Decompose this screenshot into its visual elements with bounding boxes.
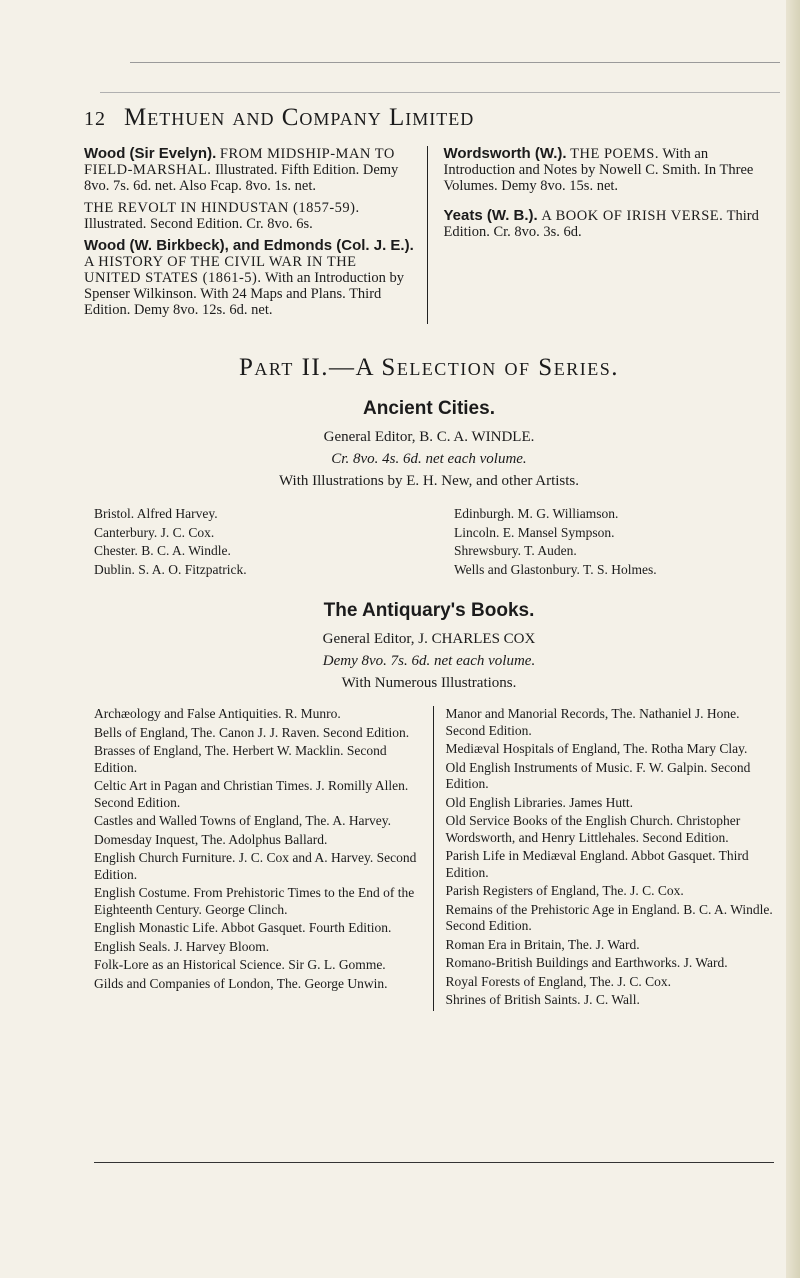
list-item: Celtic Art in Pagan and Christian Times. J. Romilly Allen. Second Edition. [94, 778, 409, 810]
series-title: Ancient Cities. [363, 398, 495, 419]
running-title: Methuen and Company Limited [124, 104, 475, 131]
list-item: Mediæval Hospitals of England, The. Rotha Mary Clay. [445, 741, 748, 756]
list-item: Edinburgh. M. G. Williamson. [454, 506, 619, 521]
entry-title: FROM MIDSHIP-MAN TO FIELD-MARSHAL. [84, 146, 395, 178]
entry-title: A BOOK OF IRISH VERSE. [541, 208, 724, 224]
page-number: 12 [84, 108, 106, 130]
list-item: Bells of England, The. Canon J. J. Raven. Second Edition. [94, 724, 410, 740]
list-item: Roman Era in Britain, The. J. Ward. [445, 936, 640, 952]
list-item: Gilds and Companies of London, The. George Unwin. [94, 975, 388, 991]
list-item: Archæology and False Antiquities. R. Munro. [94, 706, 341, 721]
page-edge-shadow [786, 0, 800, 1278]
entry-detail: With an Introduction and Notes by Nowell C. Smith. In Three Volumes. Demy 8vo. 15s. net. [443, 146, 754, 194]
list-item: Brasses of England, The. Herbert W. Macklin. Second Edition. [94, 743, 387, 775]
list-item: English Seals. J. Harvey Bloom. [94, 938, 270, 954]
series-illustrations: With Illustrations by E. H. New, and other Artists. [278, 473, 580, 489]
list-item: Old Service Books of the English Church. Christopher Wordsworth, and Henry Littlehales. Second Edition. [445, 813, 741, 845]
bottom-rule [94, 1162, 774, 1163]
entry-detail: With an Introduction by Spenser Wilkinson. With 24 Maps and Plans. Third Edition. Demy 8vo. 12s. 6d. net. [84, 270, 405, 318]
running-header [84, 104, 774, 132]
entry-detail: Third Edition. Cr. 8vo. 3s. 6d. [443, 208, 759, 240]
series-editor: General Editor, J. CHARLES COX [322, 631, 536, 647]
top-entries [84, 146, 774, 324]
catalog-entry [444, 208, 775, 240]
list-item: Wells and Glastonbury. T. S. Holmes. [454, 561, 657, 577]
catalog-entry [84, 200, 415, 232]
list-item: Domesday Inquest, The. Adolphus Ballard. [94, 831, 328, 847]
top-right-column [444, 146, 775, 324]
entry-author: Wood (Sir Evelyn). [84, 145, 217, 162]
list-item: Royal Forests of England, The. J. C. Cox. [445, 973, 671, 989]
series-price: Demy 8vo. 7s. 6d. net each volume. [322, 653, 536, 669]
list-item: Romano-British Buildings and Earthworks. J. Ward. [445, 955, 728, 970]
list-item: Old English Instruments of Music. F. W. Galpin. Second Edition. [445, 759, 751, 791]
top-left-column [84, 146, 428, 324]
series-illustrations: With Numerous Illustrations. [341, 675, 517, 691]
entry-title: THE REVOLT IN HINDUSTAN (1857-59). [84, 200, 360, 216]
list-item: Lincoln. E. Mansel Sympson. [454, 524, 615, 540]
list-item: Dublin. S. A. O. Fitzpatrick. [94, 561, 247, 577]
list-item: Canterbury. J. C. Cox. [94, 524, 215, 540]
series-price: Cr. 8vo. 4s. 6d. net each volume. [331, 451, 527, 467]
entry-detail: Illustrated. Second Edition. Cr. 8vo. 6s. [84, 216, 313, 232]
list-item: Castles and Walled Towns of England, The. A. Harvey. [94, 813, 392, 828]
list-column-right [414, 506, 774, 580]
list-item: English Monastic Life. Abbot Gasquet. Fourth Edition. [94, 920, 392, 935]
entry-author: Yeats (W. B.). [443, 207, 538, 224]
entry-detail: Illustrated. Fifth Edition. Demy 8vo. 7s. 6d. net. Also Fcap. 8vo. 1s. net. [84, 162, 399, 194]
catalog-entry [84, 146, 415, 194]
list-item: Old English Libraries. James Hutt. [445, 794, 633, 810]
list-item: Shrines of British Saints. J. C. Wall. [445, 992, 640, 1007]
list-item: Parish Life in Mediæval England. Abbot Gasquet. Third Edition. [445, 848, 749, 880]
list-item: Remains of the Prehistoric Age in England. B. C. A. Windle. Second Edition. [445, 901, 773, 933]
list-item: Folk-Lore as an Historical Science. Sir G. L. Gomme. [94, 957, 386, 972]
series-title: The Antiquary's Books. [323, 600, 535, 621]
entry-title: THE POEMS. [570, 146, 659, 162]
list-column-left [84, 706, 434, 1011]
list-item: English Church Furniture. J. C. Cox and A. Harvey. Second Edition. [94, 850, 417, 882]
list-column-right [434, 706, 775, 1011]
list-column-left [84, 506, 414, 580]
entry-title: A HISTORY OF THE CIVIL WAR IN THE UNITED STATES (1861-5). [84, 254, 357, 286]
list-item: Chester. B. C. A. Windle. [94, 543, 231, 558]
ancient-cities-list [84, 506, 774, 580]
antiquary-books-list [84, 706, 774, 1011]
catalog-entry [444, 146, 775, 194]
entry-author: Wordsworth (W.). [443, 145, 567, 162]
list-item: Bristol. Alfred Harvey. [94, 506, 218, 521]
series-editor: General Editor, B. C. A. WINDLE. [323, 429, 535, 445]
page [84, 104, 774, 1011]
page-edge-line [100, 92, 780, 93]
list-item: Parish Registers of England, The. J. C. Cox. [445, 883, 684, 898]
list-item: English Costume. From Prehistoric Times to the End of the Eighteenth Century. George Clinch. [94, 885, 415, 917]
catalog-entry [84, 238, 415, 318]
page-edge-line [130, 62, 780, 63]
list-item: Manor and Manorial Records, The. Nathaniel J. Hone. Second Edition. [445, 706, 740, 738]
entry-author: Wood (W. Birkbeck), and Edmonds (Col. J. E.). [84, 237, 414, 254]
list-item: Shrewsbury. T. Auden. [454, 543, 577, 558]
part-heading: Part II.—A Selection of Series. [239, 354, 619, 381]
